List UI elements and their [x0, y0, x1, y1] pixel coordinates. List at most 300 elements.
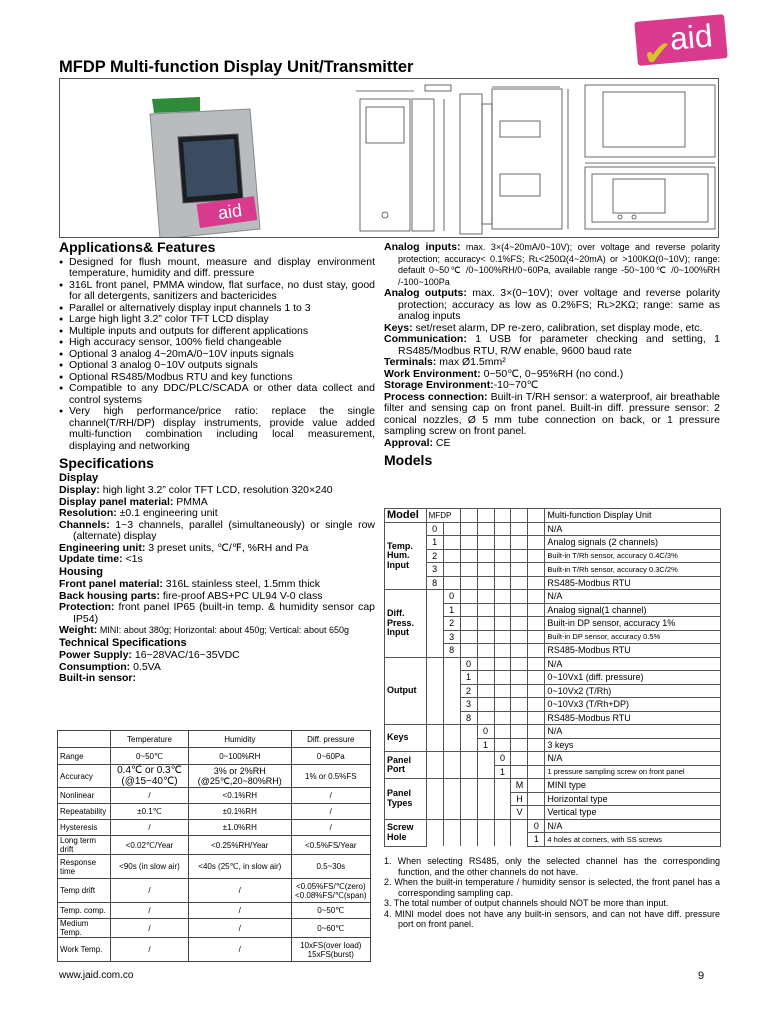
- note-item: 2. When the built-in temperature / humidity sensor is selected, the front panel has a corresponding sampling cap.: [384, 877, 720, 898]
- feature-item: ● Large high light 3.2” color TFT LCD display: [59, 314, 375, 326]
- model-option-row: [385, 819, 721, 833]
- code-cell: [528, 792, 545, 806]
- table-cell: /: [188, 903, 291, 919]
- table-cell: /: [188, 938, 291, 962]
- model-option-desc: N/A: [545, 590, 721, 604]
- code-cell: [460, 522, 477, 536]
- model-option-desc: 3 keys: [545, 738, 721, 752]
- code-cell: [426, 819, 443, 833]
- code-cell: [426, 590, 443, 604]
- code-cell: 1: [477, 738, 494, 752]
- code-cell: 8: [460, 711, 477, 725]
- code-cell: [460, 725, 477, 739]
- code-cell: [477, 833, 494, 847]
- code-cell: [460, 617, 477, 631]
- spec-channels: Channels: 1~3 channels, parallel (simultaneously) or single row (alternate) display: [59, 518, 375, 542]
- features-heading: Applications& Features: [59, 239, 216, 255]
- note-item: 3. The total number of output channels should NOT be more than input.: [384, 898, 669, 908]
- table-cell: Temp drift: [58, 879, 111, 903]
- code-cell: [426, 698, 443, 712]
- code-cell: [494, 833, 511, 847]
- page-title: MFDP Multi-function Display Unit/Transmitter: [59, 58, 414, 76]
- code-cell: 0: [426, 522, 443, 536]
- code-cell: [426, 603, 443, 617]
- code-cell: [528, 657, 545, 671]
- table-header-cell: Temperature: [111, 731, 189, 748]
- code-cell: [494, 779, 511, 793]
- front-view-drawing: [356, 85, 451, 231]
- product-photo: [150, 97, 260, 238]
- model-option-row: [385, 711, 721, 725]
- model-option-row: [385, 576, 721, 590]
- code-cell: [426, 738, 443, 752]
- code-cell: [511, 590, 528, 604]
- product-figure: [59, 78, 719, 238]
- code-cell: [426, 792, 443, 806]
- code-cell: [477, 698, 494, 712]
- model-option-desc: N/A: [545, 657, 721, 671]
- code-cell: [426, 644, 443, 658]
- code-cell: [511, 698, 528, 712]
- feature-item: ● Very high performance/price ratio: replace the single channel(T/RH/DP) display instruments, provide value added multi-function combination including local measurement, displaying and networking: [59, 406, 375, 452]
- table-cell: <90s (in slow air): [111, 855, 189, 879]
- display-subheading: Display: [59, 471, 99, 484]
- code-cell: [528, 590, 545, 604]
- code-cell: [443, 698, 460, 712]
- code-cell: [528, 779, 545, 793]
- code-cell: [528, 671, 545, 685]
- code-cell: [528, 549, 545, 563]
- code-cell: 2: [443, 617, 460, 631]
- table-row: [58, 820, 371, 836]
- code-cell: [511, 509, 528, 523]
- model-group-label: Screw Hole: [385, 819, 427, 846]
- table-cell: /: [111, 938, 189, 962]
- code-cell: 3: [443, 630, 460, 644]
- technical-subheading: Technical Specifications: [59, 636, 187, 649]
- svg-text:aid: aid: [216, 200, 244, 224]
- code-cell: 0: [494, 752, 511, 766]
- spec-back-housing: Back housing parts: fire-proof ABS+PC UL94 V-0 class: [59, 589, 323, 602]
- feature-item: ● Multiple inputs and outputs for different applications: [59, 326, 375, 338]
- code-cell: [511, 819, 528, 833]
- code-cell: 3: [426, 563, 443, 577]
- table-row: [58, 788, 371, 804]
- model-option-row: [385, 671, 721, 685]
- table-cell: /: [111, 903, 189, 919]
- model-option-row: [385, 806, 721, 820]
- code-cell: [494, 792, 511, 806]
- code-cell: [477, 779, 494, 793]
- code-cell: [477, 765, 494, 779]
- code-cell: [494, 576, 511, 590]
- code-cell: [494, 617, 511, 631]
- spec-weight: Weight: MINI: about 380g; Horizontal: about 450g; Vertical: about 650g: [59, 624, 349, 636]
- code-cell: [511, 684, 528, 698]
- code-cell: [443, 819, 460, 833]
- model-option-row: [385, 536, 721, 550]
- model-option-desc: Analog signals (2 channels): [545, 536, 721, 550]
- code-cell: [477, 522, 494, 536]
- table-cell: /: [291, 804, 370, 820]
- spec-communication: Communication: 1 USB for parameter checking and setting, 1 RS485/Modbus RTU, R/W enable, 9600 baud rate: [384, 333, 720, 357]
- table-cell: /: [188, 879, 291, 903]
- feature-item: ● Optional 3 analog 0~10V outputs signals: [59, 360, 375, 372]
- code-cell: [443, 563, 460, 577]
- model-option-row: [385, 644, 721, 658]
- code-cell: [426, 657, 443, 671]
- model-option-desc: Analog signal(1 channel): [545, 603, 721, 617]
- code-cell: [511, 725, 528, 739]
- spec-display: Display: high light 3.2” color TFT LCD, resolution 320×240: [59, 484, 333, 496]
- code-cell: 8: [426, 576, 443, 590]
- models-header-desc: Multi-function Display Unit: [545, 509, 721, 523]
- table-cell: Response time: [58, 855, 111, 879]
- code-cell: [477, 549, 494, 563]
- footer-url[interactable]: www.jaid.com.co: [59, 970, 134, 981]
- code-cell: [528, 536, 545, 550]
- code-cell: [443, 549, 460, 563]
- model-option-desc: Horizontal type: [545, 792, 721, 806]
- code-cell: [511, 833, 528, 847]
- code-cell: [528, 684, 545, 698]
- code-cell: [477, 536, 494, 550]
- code-cell: [477, 590, 494, 604]
- table-cell: 1% or 0.5%FS: [291, 765, 370, 788]
- code-cell: [511, 617, 528, 631]
- code-cell: 1: [528, 833, 545, 847]
- code-cell: [460, 603, 477, 617]
- model-option-row: [385, 630, 721, 644]
- table-header-cell: [58, 731, 111, 748]
- code-cell: [511, 738, 528, 752]
- note-item: 4. MINI model does not have any built-in sensors, and can not have diff. pressure port on front panel.: [384, 908, 720, 929]
- model-option-row: [385, 698, 721, 712]
- table-cell: 0.5~30s: [291, 855, 370, 879]
- table-header-cell: Diff. pressure: [291, 731, 370, 748]
- code-cell: [460, 738, 477, 752]
- table-header-cell: Humidity: [188, 731, 291, 748]
- model-option-desc: 0~10Vx2 (T/Rh): [545, 684, 721, 698]
- model-option-row: [385, 617, 721, 631]
- model-option-desc: Built-in DP sensor, accuracy 0.5%: [545, 630, 721, 644]
- model-option-row: [385, 603, 721, 617]
- models-table: [384, 508, 721, 847]
- code-cell: 2: [426, 549, 443, 563]
- sensor-spec-table: [57, 730, 371, 962]
- code-cell: [528, 563, 545, 577]
- code-cell: 1: [460, 671, 477, 685]
- table-cell: ±0.1℃: [111, 804, 189, 820]
- code-cell: [460, 752, 477, 766]
- code-cell: [494, 698, 511, 712]
- code-cell: [443, 725, 460, 739]
- spec-update-time: Update time: <1s: [59, 553, 143, 565]
- code-cell: [426, 833, 443, 847]
- code-cell: [443, 752, 460, 766]
- code-cell: [494, 644, 511, 658]
- code-cell: [477, 617, 494, 631]
- model-option-row: [385, 779, 721, 793]
- code-cell: [426, 630, 443, 644]
- spec-terminals: Terminals: max Ø1.5mm²: [384, 356, 506, 368]
- spec-builtin-sensor: Built-in sensor:: [59, 672, 137, 684]
- model-option-desc: N/A: [545, 819, 721, 833]
- code-cell: 8: [443, 644, 460, 658]
- code-cell: M: [511, 779, 528, 793]
- model-option-row: [385, 549, 721, 563]
- code-cell: [443, 711, 460, 725]
- model-option-desc: Built-in DP sensor, accuracy 1%: [545, 617, 721, 631]
- code-cell: [494, 522, 511, 536]
- code-cell: [443, 671, 460, 685]
- feature-item: ● Designed for flush mount, measure and display environment temperature, humidity and diff. pressure: [59, 257, 375, 280]
- code-cell: [460, 819, 477, 833]
- code-cell: 0: [443, 590, 460, 604]
- specifications-heading: Specifications: [59, 455, 154, 471]
- code-cell: 0: [477, 725, 494, 739]
- code-cell: [443, 576, 460, 590]
- model-option-row: [385, 792, 721, 806]
- model-option-row: [385, 725, 721, 739]
- code-cell: [494, 671, 511, 685]
- model-option-row: [385, 684, 721, 698]
- model-option-row: [385, 738, 721, 752]
- feature-item: ● Optional RS485/Modbus RTU and key functions: [59, 372, 375, 384]
- code-cell: [460, 509, 477, 523]
- table-cell: 0.4℃ or 0.3℃ (@15~40℃): [111, 765, 189, 788]
- table-cell: /: [111, 879, 189, 903]
- table-row: [58, 855, 371, 879]
- table-cell: <0.25%RH/Year: [188, 836, 291, 855]
- code-cell: [426, 806, 443, 820]
- table-cell: 0~60℃: [291, 919, 370, 938]
- table-cell: 0~100%RH: [188, 748, 291, 765]
- note-item: 1. When selecting RS485, only the selected channel has the corresponding function, and the other channels do not have.: [384, 856, 720, 877]
- spec-analog-inputs: Analog inputs: max. 3×(4~20mA/0~10V); over voltage and reverse polarity protection; accuracy< 0.1%FS; Rʟ<250Ω(4~20mA) or >100KΩ(0~10V); range: default 0~50℃ /0~100%RH/0~60Pa, available range -50~100℃ /0~100%RH /-100~100Pa: [384, 241, 720, 287]
- brand-logo: [634, 14, 727, 74]
- page-number: 9: [698, 970, 705, 982]
- feature-item: ● High accuracy sensor, 100% field changeable: [59, 337, 375, 349]
- code-cell: [494, 549, 511, 563]
- model-group-label: Output: [385, 657, 427, 725]
- code-cell: [477, 752, 494, 766]
- table-cell: /: [111, 788, 189, 804]
- spec-storage-environment: Storage Environment:-10~70℃: [384, 379, 539, 391]
- code-cell: [460, 549, 477, 563]
- logo-text: aid: [668, 17, 714, 57]
- code-cell: [443, 684, 460, 698]
- code-cell: [528, 509, 545, 523]
- left-column: [59, 240, 375, 685]
- spec-panel-material: Display panel material: PMMA: [59, 495, 208, 508]
- model-option-desc: MINI type: [545, 779, 721, 793]
- code-cell: [426, 711, 443, 725]
- code-cell: [426, 684, 443, 698]
- code-cell: [528, 711, 545, 725]
- code-cell: [477, 630, 494, 644]
- code-cell: 1: [494, 765, 511, 779]
- code-cell: [511, 657, 528, 671]
- code-cell: [426, 765, 443, 779]
- code-cell: [528, 617, 545, 631]
- code-cell: [494, 536, 511, 550]
- table-cell: /: [291, 788, 370, 804]
- feature-item: ● Optional 3 analog 4~20mA/0~10V inputs signals: [59, 349, 375, 361]
- table-row: [58, 903, 371, 919]
- code-cell: [528, 576, 545, 590]
- table-cell: Long term drift: [58, 836, 111, 855]
- table-cell: Hysteresis: [58, 820, 111, 836]
- code-cell: [460, 630, 477, 644]
- code-cell: [528, 752, 545, 766]
- table-row: [58, 938, 371, 962]
- models-heading: Models: [384, 452, 433, 468]
- code-cell: [477, 806, 494, 820]
- code-cell: [443, 779, 460, 793]
- code-cell: [494, 630, 511, 644]
- spec-analog-outputs: Analog outputs: max. 3×(0~10V); over voltage and reverse polarity protection; accuracy as low as 0.2%FS; Rʟ>2KΩ; range: same as analog inputs: [384, 287, 721, 322]
- code-cell: [511, 522, 528, 536]
- model-group-label: Temp. Hum. Input: [385, 522, 427, 590]
- code-cell: [477, 671, 494, 685]
- table-cell: Nonlinear: [58, 788, 111, 804]
- code-cell: [443, 657, 460, 671]
- code-cell: [528, 522, 545, 536]
- table-cell: /: [111, 820, 189, 836]
- code-cell: [477, 644, 494, 658]
- model-option-row: [385, 657, 721, 671]
- model-option-row: [385, 752, 721, 766]
- code-cell: [460, 576, 477, 590]
- code-cell: [494, 684, 511, 698]
- code-cell: 1: [443, 603, 460, 617]
- code-cell: [443, 806, 460, 820]
- code-cell: [528, 698, 545, 712]
- code-cell: [528, 644, 545, 658]
- spec-work-environment: Work Environment: 0~50℃, 0~95%RH (no cond.): [384, 367, 624, 380]
- table-header-row: [58, 731, 371, 748]
- code-cell: [443, 765, 460, 779]
- product-drawings: [60, 79, 719, 238]
- code-cell: [477, 563, 494, 577]
- table-cell: ±1.0%RH: [188, 820, 291, 836]
- model-option-row: [385, 522, 721, 536]
- right-column: [384, 242, 720, 470]
- code-cell: [460, 644, 477, 658]
- model-group-label: Diff. Press. Input: [385, 590, 427, 658]
- model-notes: [384, 856, 720, 930]
- code-cell: [477, 657, 494, 671]
- code-cell: [460, 792, 477, 806]
- model-option-desc: RS485-Modbus RTU: [545, 576, 721, 590]
- code-cell: 0: [460, 657, 477, 671]
- spec-keys: Keys: set/reset alarm, DP re-zero, calibration, set display mode, etc.: [384, 321, 703, 334]
- spec-process-connection: Process connection: Built-in T/RH sensor: a waterproof, air breathable filter and sensing cap on front panel. Built-in diff. pressure sensor: 2 conical nozzles, Ø 5 mm tube connection on back, or 1 pressure sampling screw on front panel.: [384, 390, 721, 437]
- code-cell: [477, 819, 494, 833]
- model-option-row: [385, 563, 721, 577]
- spec-engineering-unit: Engineering unit: 3 preset units, ℃/℉, %RH and Pa: [59, 541, 309, 554]
- table-row: [58, 836, 371, 855]
- table-cell: /: [111, 919, 189, 938]
- table-row: [58, 919, 371, 938]
- table-cell: 0~60Pa: [291, 748, 370, 765]
- table-row: [58, 748, 371, 765]
- code-cell: [426, 779, 443, 793]
- code-cell: [494, 603, 511, 617]
- table-cell: Work Temp.: [58, 938, 111, 962]
- table-cell: <0.02℃/Year: [111, 836, 189, 855]
- code-cell: [494, 738, 511, 752]
- spec-power-supply: Power Supply: 16~28VAC/16~35VDC: [59, 649, 240, 661]
- model-option-desc: RS485-Modbus RTU: [545, 644, 721, 658]
- table-cell: Accuracy: [58, 765, 111, 788]
- model-option-desc: N/A: [545, 752, 721, 766]
- code-cell: [426, 671, 443, 685]
- table-cell: 0~50℃: [291, 903, 370, 919]
- table-cell: Temp. comp.: [58, 903, 111, 919]
- feature-item: ● Compatible to any DDC/PLC/SCADA or other data collect and control systems: [59, 383, 375, 406]
- code-cell: [443, 522, 460, 536]
- code-cell: [494, 806, 511, 820]
- checkmark-icon: ✔: [643, 35, 672, 74]
- code-cell: 0: [528, 819, 545, 833]
- code-cell: [511, 603, 528, 617]
- table-cell: Medium Temp.: [58, 919, 111, 938]
- code-cell: [443, 536, 460, 550]
- models-header-label: Model: [385, 509, 427, 523]
- code-cell: [477, 603, 494, 617]
- table-cell: 10xFS(over load) 15xFS(burst): [291, 938, 370, 962]
- code-cell: [460, 536, 477, 550]
- code-cell: [528, 630, 545, 644]
- code-cell: [511, 576, 528, 590]
- table-cell: 0~50℃: [111, 748, 189, 765]
- code-cell: [443, 833, 460, 847]
- code-cell: [511, 549, 528, 563]
- spec-protection: Protection: front panel IP65 (built-in temp. & humidity sensor cap IP54): [59, 601, 375, 625]
- table-cell: <0.1%RH: [188, 788, 291, 804]
- model-option-desc: N/A: [545, 725, 721, 739]
- code-cell: [426, 725, 443, 739]
- table-cell: /: [188, 919, 291, 938]
- model-group-label: Panel Port: [385, 752, 427, 779]
- code-cell: [494, 657, 511, 671]
- code-cell: [426, 617, 443, 631]
- side-view-drawing: [460, 87, 568, 234]
- table-cell: 3% or 2%RH (@25℃,20~80%RH): [188, 765, 291, 788]
- table-row: [58, 765, 371, 788]
- code-cell: [511, 711, 528, 725]
- model-group-label: Panel Types: [385, 779, 427, 820]
- code-cell: 1: [426, 536, 443, 550]
- table-cell: <0.05%FS/℃(zero) <0.08%FS/℃(span): [291, 879, 370, 903]
- spec-approval: Approval: CE: [384, 436, 451, 449]
- code-cell: [494, 819, 511, 833]
- code-cell: [528, 738, 545, 752]
- models-header-row: [385, 509, 721, 523]
- code-cell: [477, 576, 494, 590]
- spec-resolution: Resolution: ±0.1 engineering unit: [59, 507, 218, 519]
- model-option-desc: N/A: [545, 522, 721, 536]
- feature-item: ● 316L front panel, PMMA window, flat surface, no dust stay, good for all detergents, sanitizers and bactericides: [59, 280, 375, 303]
- model-option-desc: Built-in T/Rh sensor, accuracy 0.4C/3%: [545, 549, 721, 563]
- code-cell: [477, 792, 494, 806]
- code-cell: [511, 630, 528, 644]
- code-cell: [494, 725, 511, 739]
- model-option-desc: 4 holes at corners, with SS screws: [545, 833, 721, 847]
- table-cell: ±0.1%RH: [188, 804, 291, 820]
